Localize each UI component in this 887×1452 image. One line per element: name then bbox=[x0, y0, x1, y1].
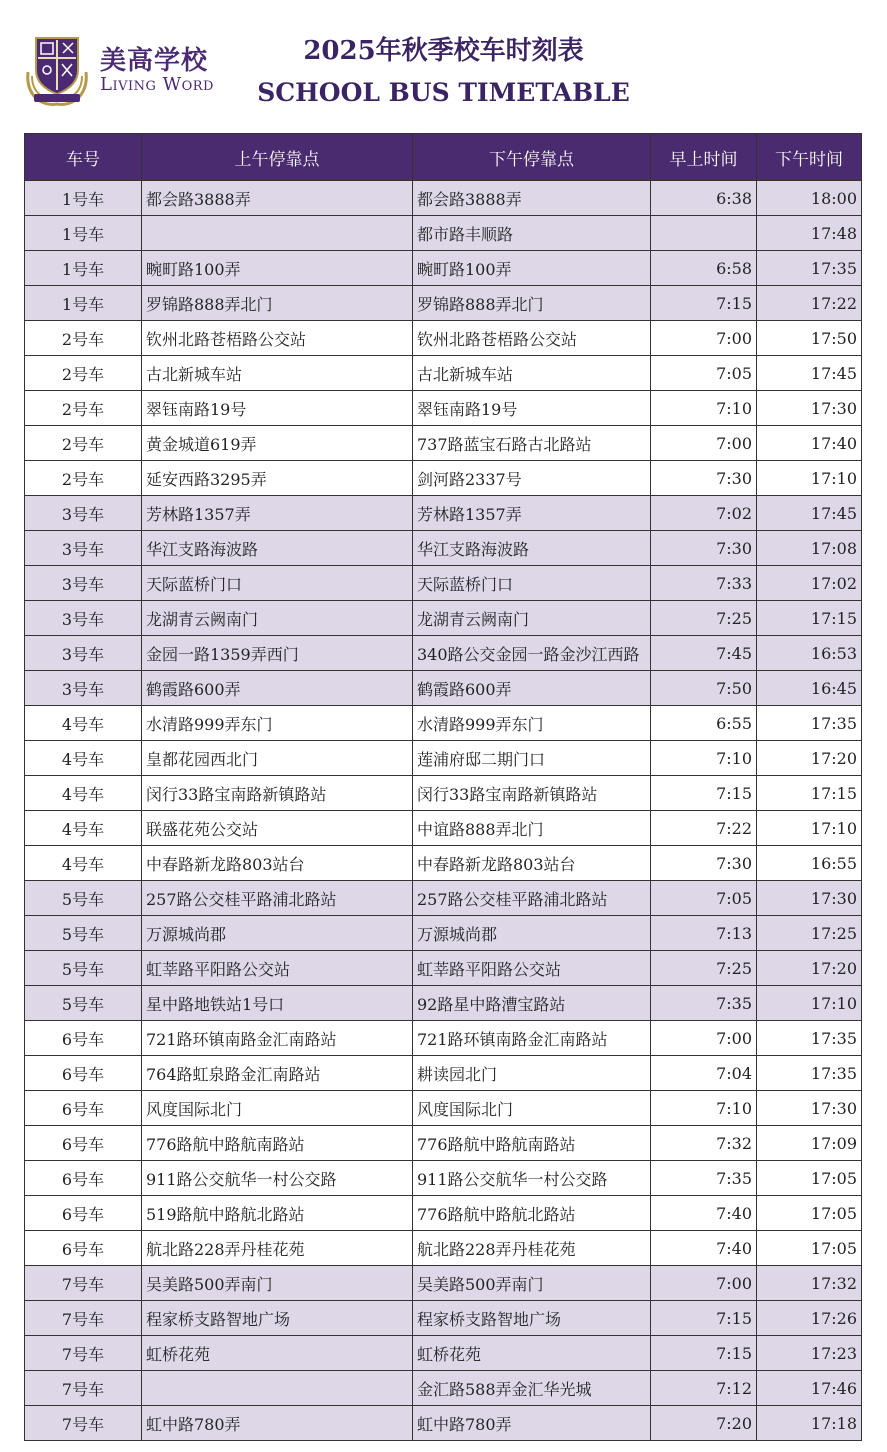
am-stop-cell: 764路虹泉路金汇南路站 bbox=[142, 1056, 413, 1091]
pm-time-cell: 17:35 bbox=[757, 1021, 862, 1056]
pm-stop-cell: 水清路999弄东门 bbox=[413, 706, 651, 741]
pm-time-cell: 17:46 bbox=[757, 1371, 862, 1406]
pm-stop-cell: 虹桥花苑 bbox=[413, 1336, 651, 1371]
table-row bbox=[25, 391, 862, 426]
am-stop-cell: 776路航中路航南路站 bbox=[142, 1126, 413, 1161]
am-stop-cell: 911路公交航华一村公交路 bbox=[142, 1161, 413, 1196]
bus-number-cell: 2号车 bbox=[25, 321, 142, 356]
bus-number-cell: 6号车 bbox=[25, 1021, 142, 1056]
bus-number-cell: 1号车 bbox=[25, 216, 142, 251]
am-time-cell: 7:15 bbox=[651, 776, 757, 811]
am-time-cell: 7:35 bbox=[651, 1161, 757, 1196]
pm-time-cell: 17:08 bbox=[757, 531, 862, 566]
am-stop-cell: 天际蓝桥门口 bbox=[142, 566, 413, 601]
table-row bbox=[25, 881, 862, 916]
am-time-cell: 7:02 bbox=[651, 496, 757, 531]
bus-timetable bbox=[24, 133, 862, 1441]
bus-number-cell: 4号车 bbox=[25, 741, 142, 776]
am-stop-cell: 吴美路500弄南门 bbox=[142, 1266, 413, 1301]
am-stop-cell: 闵行33路宝南路新镇路站 bbox=[142, 776, 413, 811]
pm-stop-cell: 剑河路2337号 bbox=[413, 461, 651, 496]
table-row bbox=[25, 671, 862, 706]
am-stop-cell: 芳林路1357弄 bbox=[142, 496, 413, 531]
am-stop-cell: 翠钰南路19号 bbox=[142, 391, 413, 426]
bus-number-cell: 4号车 bbox=[25, 846, 142, 881]
am-time-cell: 7:35 bbox=[651, 986, 757, 1021]
pm-time-cell: 17:30 bbox=[757, 881, 862, 916]
pm-stop-cell: 鹤霞路600弄 bbox=[413, 671, 651, 706]
school-name-en: Living Word bbox=[100, 74, 214, 95]
bus-number-cell: 6号车 bbox=[25, 1126, 142, 1161]
bus-number-cell: 3号车 bbox=[25, 636, 142, 671]
pm-stop-cell: 金汇路588弄金汇华光城 bbox=[413, 1371, 651, 1406]
table-row bbox=[25, 1406, 862, 1441]
school-name-cn: 美高学校 bbox=[100, 46, 209, 76]
pm-time-cell: 17:23 bbox=[757, 1336, 862, 1371]
am-stop-cell: 风度国际北门 bbox=[142, 1091, 413, 1126]
pm-time-cell: 17:05 bbox=[757, 1231, 862, 1266]
table-row bbox=[25, 496, 862, 531]
am-time-cell: 7:10 bbox=[651, 1091, 757, 1126]
pm-time-cell: 16:45 bbox=[757, 671, 862, 706]
am-time-cell: 6:58 bbox=[651, 251, 757, 286]
table-row bbox=[25, 426, 862, 461]
table-row bbox=[25, 1021, 862, 1056]
am-stop-cell bbox=[142, 216, 413, 251]
am-stop-cell: 万源城尚郡 bbox=[142, 916, 413, 951]
pm-time-cell: 17:25 bbox=[757, 916, 862, 951]
am-time-cell: 7:25 bbox=[651, 951, 757, 986]
am-time-cell: 7:20 bbox=[651, 1406, 757, 1441]
pm-stop-cell: 罗锦路888弄北门 bbox=[413, 286, 651, 321]
table-row bbox=[25, 1371, 862, 1406]
table-row bbox=[25, 811, 862, 846]
bus-number-cell: 7号车 bbox=[25, 1336, 142, 1371]
school-crest-icon bbox=[24, 32, 90, 108]
page-title-cn: 2025年秋季校车时刻表 bbox=[303, 36, 584, 66]
bus-number-cell: 6号车 bbox=[25, 1161, 142, 1196]
table-row bbox=[25, 1231, 862, 1266]
pm-time-cell: 17:50 bbox=[757, 321, 862, 356]
school-logo bbox=[24, 30, 224, 110]
pm-time-cell: 17:45 bbox=[757, 496, 862, 531]
am-stop-cell: 黄金城道619弄 bbox=[142, 426, 413, 461]
table-row bbox=[25, 601, 862, 636]
table-row bbox=[25, 986, 862, 1021]
pm-time-cell: 17:20 bbox=[757, 741, 862, 776]
am-stop-cell: 星中路地铁站1号口 bbox=[142, 986, 413, 1021]
pm-stop-cell: 都市路丰顺路 bbox=[413, 216, 651, 251]
table-row bbox=[25, 566, 862, 601]
am-time-cell: 7:15 bbox=[651, 1336, 757, 1371]
am-time-cell: 7:30 bbox=[651, 846, 757, 881]
am-time-cell: 7:15 bbox=[651, 1301, 757, 1336]
pm-stop-cell: 721路环镇南路金汇南路站 bbox=[413, 1021, 651, 1056]
bus-number-cell: 4号车 bbox=[25, 811, 142, 846]
bus-number-cell: 3号车 bbox=[25, 531, 142, 566]
table-row bbox=[25, 916, 862, 951]
am-time-cell: 7:00 bbox=[651, 321, 757, 356]
table-row bbox=[25, 951, 862, 986]
am-stop-cell: 联盛花苑公交站 bbox=[142, 811, 413, 846]
pm-time-cell: 17:15 bbox=[757, 776, 862, 811]
pm-time-cell: 17:05 bbox=[757, 1161, 862, 1196]
table-row bbox=[25, 1301, 862, 1336]
pm-time-cell: 17:22 bbox=[757, 286, 862, 321]
pm-stop-cell: 龙湖青云阙南门 bbox=[413, 601, 651, 636]
pm-stop-cell: 中谊路888弄北门 bbox=[413, 811, 651, 846]
page-header bbox=[0, 0, 887, 133]
pm-stop-cell: 737路蓝宝石路古北路站 bbox=[413, 426, 651, 461]
pm-time-cell: 18:00 bbox=[757, 181, 862, 216]
bus-number-cell: 5号车 bbox=[25, 916, 142, 951]
am-stop-cell: 都会路3888弄 bbox=[142, 181, 413, 216]
pm-time-cell: 17:10 bbox=[757, 986, 862, 1021]
table-row bbox=[25, 1196, 862, 1231]
pm-stop-cell: 程家桥支路智地广场 bbox=[413, 1301, 651, 1336]
pm-stop-cell: 92路星中路漕宝路站 bbox=[413, 986, 651, 1021]
table-row bbox=[25, 846, 862, 881]
am-time-cell: 7:32 bbox=[651, 1126, 757, 1161]
am-stop-cell: 虹莘路平阳路公交站 bbox=[142, 951, 413, 986]
bus-number-cell: 4号车 bbox=[25, 776, 142, 811]
am-stop-cell: 257路公交桂平路浦北路站 bbox=[142, 881, 413, 916]
bus-number-cell: 5号车 bbox=[25, 986, 142, 1021]
pm-time-cell: 17:18 bbox=[757, 1406, 862, 1441]
am-stop-cell: 程家桥支路智地广场 bbox=[142, 1301, 413, 1336]
am-time-cell: 7:25 bbox=[651, 601, 757, 636]
am-time-cell: 7:04 bbox=[651, 1056, 757, 1091]
table-row bbox=[25, 1056, 862, 1091]
bus-number-cell: 5号车 bbox=[25, 881, 142, 916]
bus-number-cell: 1号车 bbox=[25, 251, 142, 286]
am-time-cell: 7:40 bbox=[651, 1196, 757, 1231]
header-am-stop: 上午停靠点 bbox=[142, 134, 413, 181]
bus-number-cell: 6号车 bbox=[25, 1056, 142, 1091]
pm-stop-cell: 芳林路1357弄 bbox=[413, 496, 651, 531]
table-header-row bbox=[25, 134, 862, 181]
header-pm-stop: 下午停靠点 bbox=[413, 134, 651, 181]
table-row bbox=[25, 741, 862, 776]
bus-number-cell: 5号车 bbox=[25, 951, 142, 986]
pm-stop-cell: 畹町路100弄 bbox=[413, 251, 651, 286]
am-time-cell: 7:22 bbox=[651, 811, 757, 846]
pm-stop-cell: 华江支路海波路 bbox=[413, 531, 651, 566]
pm-stop-cell: 古北新城车站 bbox=[413, 356, 651, 391]
pm-stop-cell: 万源城尚郡 bbox=[413, 916, 651, 951]
am-time-cell: 7:00 bbox=[651, 1021, 757, 1056]
pm-stop-cell: 闵行33路宝南路新镇路站 bbox=[413, 776, 651, 811]
table-row bbox=[25, 776, 862, 811]
pm-time-cell: 17:45 bbox=[757, 356, 862, 391]
pm-stop-cell: 虹莘路平阳路公交站 bbox=[413, 951, 651, 986]
bus-number-cell: 3号车 bbox=[25, 496, 142, 531]
header-pm-time: 下午时间 bbox=[757, 134, 862, 181]
pm-time-cell: 17:20 bbox=[757, 951, 862, 986]
am-stop-cell: 虹中路780弄 bbox=[142, 1406, 413, 1441]
am-stop-cell: 龙湖青云阙南门 bbox=[142, 601, 413, 636]
am-time-cell: 6:55 bbox=[651, 706, 757, 741]
am-stop-cell: 钦州北路苍梧路公交站 bbox=[142, 321, 413, 356]
table-row bbox=[25, 356, 862, 391]
pm-time-cell: 17:40 bbox=[757, 426, 862, 461]
pm-stop-cell: 莲浦府邸二期门口 bbox=[413, 741, 651, 776]
bus-number-cell: 3号车 bbox=[25, 566, 142, 601]
bus-number-cell: 6号车 bbox=[25, 1231, 142, 1266]
pm-time-cell: 17:35 bbox=[757, 251, 862, 286]
bus-number-cell: 2号车 bbox=[25, 356, 142, 391]
pm-stop-cell: 天际蓝桥门口 bbox=[413, 566, 651, 601]
am-time-cell: 7:12 bbox=[651, 1371, 757, 1406]
bus-number-cell: 2号车 bbox=[25, 426, 142, 461]
pm-time-cell: 16:53 bbox=[757, 636, 862, 671]
pm-time-cell: 17:30 bbox=[757, 1091, 862, 1126]
bus-number-cell: 1号车 bbox=[25, 286, 142, 321]
pm-stop-cell: 776路航中路航北路站 bbox=[413, 1196, 651, 1231]
am-time-cell: 7:45 bbox=[651, 636, 757, 671]
am-stop-cell: 鹤霞路600弄 bbox=[142, 671, 413, 706]
pm-time-cell: 17:32 bbox=[757, 1266, 862, 1301]
pm-stop-cell: 航北路228弄丹桂花苑 bbox=[413, 1231, 651, 1266]
am-stop-cell: 华江支路海波路 bbox=[142, 531, 413, 566]
bus-number-cell: 7号车 bbox=[25, 1371, 142, 1406]
pm-time-cell: 17:02 bbox=[757, 566, 862, 601]
bus-number-cell: 7号车 bbox=[25, 1266, 142, 1301]
pm-time-cell: 17:48 bbox=[757, 216, 862, 251]
table-row bbox=[25, 706, 862, 741]
pm-stop-cell: 911路公交航华一村公交路 bbox=[413, 1161, 651, 1196]
table-row bbox=[25, 1126, 862, 1161]
bus-number-cell: 2号车 bbox=[25, 391, 142, 426]
am-time-cell: 7:50 bbox=[651, 671, 757, 706]
pm-time-cell: 17:10 bbox=[757, 811, 862, 846]
pm-stop-cell: 340路公交金园一路金沙江西路 bbox=[413, 636, 651, 671]
am-stop-cell: 金园一路1359弄西门 bbox=[142, 636, 413, 671]
am-stop-cell: 中春路新龙路803站台 bbox=[142, 846, 413, 881]
am-stop-cell: 罗锦路888弄北门 bbox=[142, 286, 413, 321]
pm-time-cell: 17:35 bbox=[757, 1056, 862, 1091]
bus-number-cell: 6号车 bbox=[25, 1091, 142, 1126]
am-time-cell: 6:38 bbox=[651, 181, 757, 216]
am-time-cell: 7:30 bbox=[651, 531, 757, 566]
pm-stop-cell: 耕读园北门 bbox=[413, 1056, 651, 1091]
pm-stop-cell: 776路航中路航南路站 bbox=[413, 1126, 651, 1161]
table-row bbox=[25, 251, 862, 286]
table-row bbox=[25, 1266, 862, 1301]
timetable-body bbox=[25, 181, 862, 1441]
header-am-time: 早上时间 bbox=[651, 134, 757, 181]
table-row bbox=[25, 321, 862, 356]
bus-number-cell: 4号车 bbox=[25, 706, 142, 741]
am-stop-cell: 航北路228弄丹桂花苑 bbox=[142, 1231, 413, 1266]
bus-number-cell: 7号车 bbox=[25, 1406, 142, 1441]
am-stop-cell: 畹町路100弄 bbox=[142, 251, 413, 286]
am-stop-cell: 古北新城车站 bbox=[142, 356, 413, 391]
am-time-cell: 7:13 bbox=[651, 916, 757, 951]
pm-stop-cell: 都会路3888弄 bbox=[413, 181, 651, 216]
pm-stop-cell: 风度国际北门 bbox=[413, 1091, 651, 1126]
am-time-cell: 7:00 bbox=[651, 426, 757, 461]
am-time-cell bbox=[651, 216, 757, 251]
pm-stop-cell: 虹中路780弄 bbox=[413, 1406, 651, 1441]
am-stop-cell: 皇都花园西北门 bbox=[142, 741, 413, 776]
bus-number-cell: 6号车 bbox=[25, 1196, 142, 1231]
page-title-en: SCHOOL BUS TIMETABLE bbox=[257, 78, 630, 107]
pm-stop-cell: 257路公交桂平路浦北路站 bbox=[413, 881, 651, 916]
table-row bbox=[25, 1161, 862, 1196]
pm-time-cell: 17:05 bbox=[757, 1196, 862, 1231]
pm-stop-cell: 吴美路500弄南门 bbox=[413, 1266, 651, 1301]
pm-time-cell: 17:09 bbox=[757, 1126, 862, 1161]
am-stop-cell: 519路航中路航北路站 bbox=[142, 1196, 413, 1231]
table-row bbox=[25, 461, 862, 496]
am-time-cell: 7:05 bbox=[651, 356, 757, 391]
am-time-cell: 7:40 bbox=[651, 1231, 757, 1266]
table-row bbox=[25, 1336, 862, 1371]
pm-time-cell: 16:55 bbox=[757, 846, 862, 881]
table-row bbox=[25, 531, 862, 566]
am-time-cell: 7:05 bbox=[651, 881, 757, 916]
am-time-cell: 7:30 bbox=[651, 461, 757, 496]
bus-number-cell: 1号车 bbox=[25, 181, 142, 216]
pm-time-cell: 17:35 bbox=[757, 706, 862, 741]
am-time-cell: 7:00 bbox=[651, 1266, 757, 1301]
bus-number-cell: 3号车 bbox=[25, 671, 142, 706]
am-stop-cell: 721路环镇南路金汇南路站 bbox=[142, 1021, 413, 1056]
am-time-cell: 7:10 bbox=[651, 391, 757, 426]
am-stop-cell bbox=[142, 1371, 413, 1406]
am-stop-cell: 虹桥花苑 bbox=[142, 1336, 413, 1371]
bus-number-cell: 3号车 bbox=[25, 601, 142, 636]
table-row bbox=[25, 1091, 862, 1126]
pm-stop-cell: 中春路新龙路803站台 bbox=[413, 846, 651, 881]
pm-stop-cell: 钦州北路苍梧路公交站 bbox=[413, 321, 651, 356]
table-row bbox=[25, 216, 862, 251]
pm-time-cell: 17:26 bbox=[757, 1301, 862, 1336]
pm-time-cell: 17:15 bbox=[757, 601, 862, 636]
am-time-cell: 7:10 bbox=[651, 741, 757, 776]
table-row bbox=[25, 636, 862, 671]
am-stop-cell: 延安西路3295弄 bbox=[142, 461, 413, 496]
pm-time-cell: 17:30 bbox=[757, 391, 862, 426]
pm-time-cell: 17:10 bbox=[757, 461, 862, 496]
pm-stop-cell: 翠钰南路19号 bbox=[413, 391, 651, 426]
bus-number-cell: 2号车 bbox=[25, 461, 142, 496]
table-row bbox=[25, 181, 862, 216]
bus-number-cell: 7号车 bbox=[25, 1301, 142, 1336]
table-row bbox=[25, 286, 862, 321]
am-stop-cell: 水清路999弄东门 bbox=[142, 706, 413, 741]
header-bus-number: 车号 bbox=[25, 134, 142, 181]
am-time-cell: 7:15 bbox=[651, 286, 757, 321]
am-time-cell: 7:33 bbox=[651, 566, 757, 601]
